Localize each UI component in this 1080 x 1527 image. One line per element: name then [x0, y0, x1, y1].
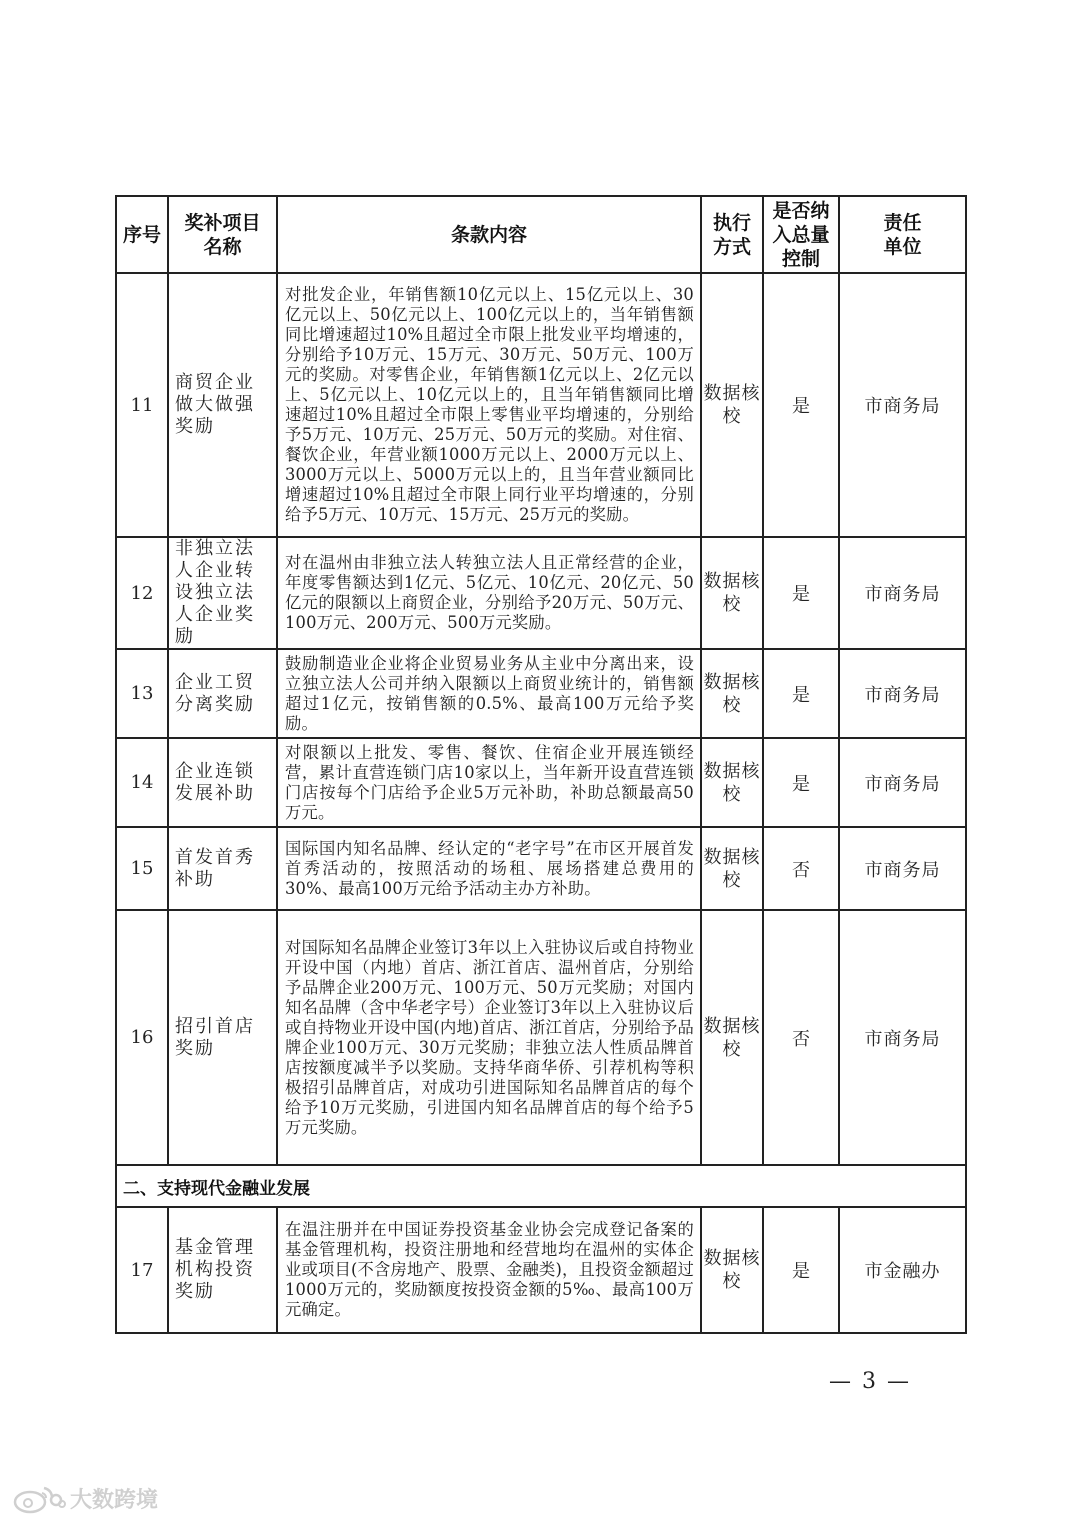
row-responsible-unit: 市商务局 — [839, 910, 966, 1165]
page-number: — 3 — — [829, 1369, 911, 1394]
row-serial-no: 11 — [116, 273, 168, 537]
row-item-name: 企业工贸分离奖励 — [168, 649, 277, 738]
row-responsible-unit: 市商务局 — [839, 827, 966, 910]
table-row — [116, 1207, 966, 1333]
watermark — [12, 1478, 192, 1518]
section-row — [116, 1165, 966, 1207]
row-responsible-unit: 市商务局 — [839, 273, 966, 537]
row-quota-control: 是 — [763, 1207, 839, 1333]
row-item-name: 商贸企业做大做强奖励 — [168, 273, 277, 537]
row-quota-control: 是 — [763, 738, 839, 827]
row-item-name: 非独立法人企业转设独立法人企业奖励 — [168, 537, 277, 649]
row-responsible-unit: 市商务局 — [839, 649, 966, 738]
row-item-name: 招引首店奖励 — [168, 910, 277, 1165]
row-quota-control: 否 — [763, 827, 839, 910]
row-execution-method: 数据核校 — [701, 273, 763, 537]
weibo-logo-icon — [12, 1482, 66, 1514]
row-clause-content: 鼓励制造业企业将企业贸易业务从主业中分离出来，设立独立法人公司并纳入限额以上商贸业统计的，销售额超过1亿元，按销售额的0.5%、最高100万元给予奖励。 — [277, 649, 701, 738]
row-execution-method: 数据核校 — [701, 537, 763, 649]
row-execution-method: 数据核校 — [701, 1207, 763, 1333]
header-serial-no: 序号 — [116, 196, 168, 273]
table-row — [116, 537, 966, 649]
table-row — [116, 649, 966, 738]
row-clause-content: 国际国内知名品牌、经认定的“老字号”在市区开展首发首秀活动的，按照活动的场租、展场搭建总费用的30%、最高100万元给予活动主办方补助。 — [277, 827, 701, 910]
row-responsible-unit: 市商务局 — [839, 537, 966, 649]
row-serial-no: 15 — [116, 827, 168, 910]
header-responsible-unit: 责任 单位 — [839, 196, 966, 273]
row-item-name: 基金管理机构投资奖励 — [168, 1207, 277, 1333]
row-clause-content: 对国际知名品牌企业签订3年以上入驻协议后或自持物业开设中国（内地）首店、浙江首店、温州首店，分别给予品牌企业200万元、100万元、50万元奖励；对国内知名品牌（含中华老字号）企业签订3年以上入驻协议后或自持物业开设中国(内地)首店、浙江首店，分别给予品牌企业100万元、30万元奖励；非独立法人性质品牌首店按额度减半予以奖励。支持华商华侨、引荐机构等积极招引品牌首店，对成功引进国际知名品牌首店的每个给予10万元奖励，引进国内知名品牌首店的每个给予5万元奖励。 — [277, 910, 701, 1165]
row-clause-content: 对批发企业，年销售额10亿元以上、15亿元以上、30亿元以上、50亿元以上、100亿元以上的，当年销售额同比增速超过10%且超过全市限上批发业平均增速的，分别给予10万元、15万元、30万元、50万元、100万元的奖励。对零售企业，年销售额1亿元以上、2亿元以上、5亿元以上、10亿元以上的，且当年销售额同比增速超过10%且超过全市限上零售业平均增速的，分别给予5万元、10万元、25万元、50万元的奖励。对住宿、餐饮企业，年营业额1000万元以上、2000万元以上、3000万元以上、5000万元以上的，且当年营业额同比增速超过10%且超过全市限上同行业平均增速的，分别给予5万元、10万元、15万元、25万元的奖励。 — [277, 273, 701, 537]
header-item-name: 奖补项目 名称 — [168, 196, 277, 273]
row-item-name: 首发首秀补助 — [168, 827, 277, 910]
row-serial-no: 13 — [116, 649, 168, 738]
row-clause-content: 在温注册并在中国证券投资基金业协会完成登记备案的基金管理机构，投资注册地和经营地均在温州的实体企业或项目(不含房地产、股票、金融类)，且投资金额超过1000万元的，奖励额度按投资金额的5‰、最高100万元确定。 — [277, 1207, 701, 1333]
row-quota-control: 否 — [763, 910, 839, 1165]
table-row — [116, 827, 966, 910]
row-item-name: 企业连锁发展补助 — [168, 738, 277, 827]
table-header-row — [116, 196, 966, 273]
header-clause-content: 条款内容 — [277, 196, 701, 273]
row-serial-no: 16 — [116, 910, 168, 1165]
row-serial-no: 12 — [116, 537, 168, 649]
row-clause-content: 对在温州由非独立法人转独立法人且正常经营的企业，年度零售额达到1亿元、5亿元、10亿元、20亿元、50亿元的限额以上商贸企业，分别给予20万元、50万元、100万元、200万元、500万元奖励。 — [277, 537, 701, 649]
watermark-text: 大数跨境 — [70, 1487, 159, 1513]
header-execution-method: 执行 方式 — [701, 196, 763, 273]
row-execution-method: 数据核校 — [701, 649, 763, 738]
row-quota-control: 是 — [763, 273, 839, 537]
table-row — [116, 273, 966, 537]
policy-table — [115, 195, 967, 1334]
row-execution-method: 数据核校 — [701, 910, 763, 1165]
header-quota-control: 是否纳 入总量 控制 — [763, 196, 839, 273]
row-execution-method: 数据核校 — [701, 738, 763, 827]
section-title: 二、支持现代金融业发展 — [116, 1165, 966, 1207]
row-quota-control: 是 — [763, 649, 839, 738]
row-responsible-unit: 市金融办 — [839, 1207, 966, 1333]
row-quota-control: 是 — [763, 537, 839, 649]
table-row — [116, 910, 966, 1165]
row-serial-no: 17 — [116, 1207, 168, 1333]
row-serial-no: 14 — [116, 738, 168, 827]
row-responsible-unit: 市商务局 — [839, 738, 966, 827]
row-clause-content: 对限额以上批发、零售、餐饮、住宿企业开展连锁经营，累计直营连锁门店10家以上，当年新开设直营连锁门店按每个门店给予企业5万元补助，补助总额最高50万元。 — [277, 738, 701, 827]
table-row — [116, 738, 966, 827]
row-execution-method: 数据核校 — [701, 827, 763, 910]
